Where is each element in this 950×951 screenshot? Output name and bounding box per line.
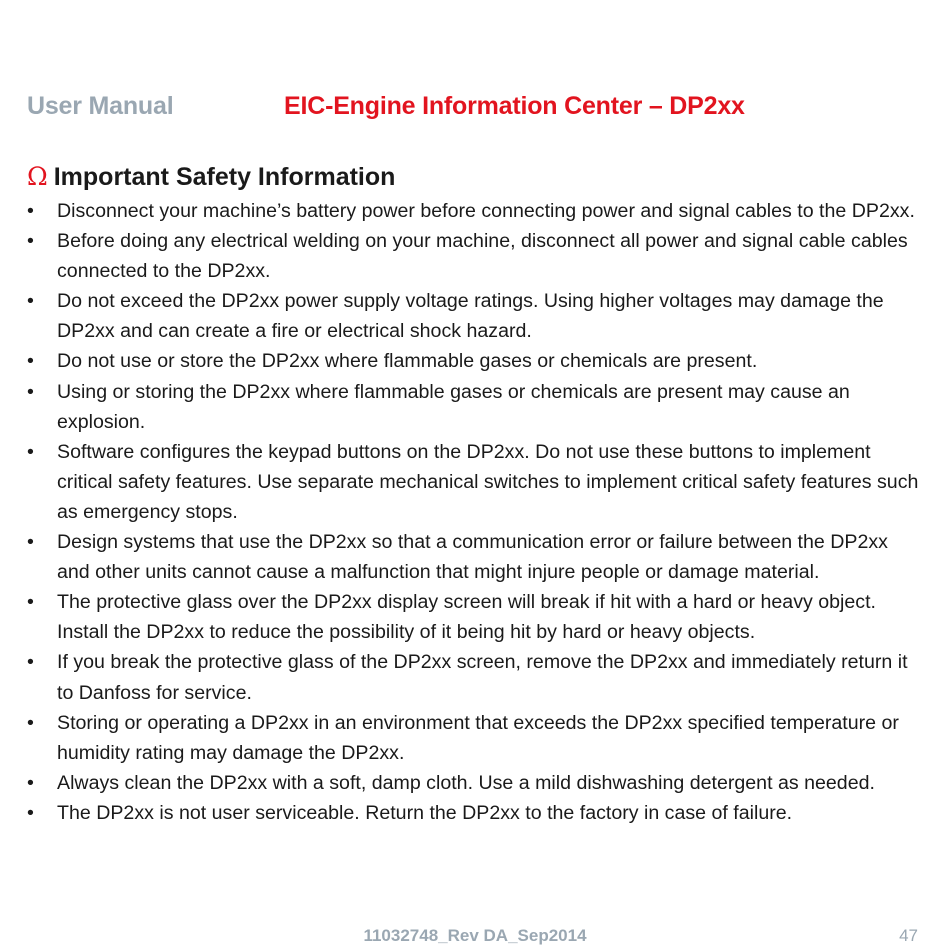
list-item: [27, 587, 923, 647]
list-item-text: Using or storing the DP2xx where flammable gases or chemicals are present may cause an explosion.: [57, 380, 850, 433]
list-item: [27, 196, 923, 226]
bullet-icon: •: [27, 230, 34, 253]
bullet-icon: •: [27, 591, 34, 614]
list-item: [27, 647, 923, 707]
bullet-icon: •: [27, 200, 34, 222]
section-heading: [27, 162, 395, 192]
safety-list: [27, 196, 923, 828]
list-item: [27, 226, 923, 286]
list-item-text: Always clean the DP2xx with a soft, damp cloth. Use a mild dishwashing detergent as needed.: [57, 771, 875, 794]
manual-label: User Manual: [27, 92, 174, 120]
list-item-text: The protective glass over the DP2xx display screen will break if hit with a hard or heavy object. Install the DP2xx to reduce the possibility of it being hit by hard or heavy objects.: [57, 591, 876, 644]
list-item-text: If you break the protective glass of the DP2xx screen, remove the DP2xx and immediately return it to Danfoss for service.: [57, 651, 908, 704]
section-title: Important Safety Information: [53, 163, 396, 191]
list-item: [27, 286, 923, 346]
bullet-icon: •: [27, 771, 34, 794]
list-item-text: Disconnect your machine’s battery power before connecting power and signal cables to the DP2xx.: [57, 200, 915, 222]
bullet-icon: •: [27, 380, 34, 403]
list-item: [27, 527, 923, 587]
list-item: [27, 798, 923, 828]
list-item: [27, 768, 923, 798]
bullet-icon: •: [27, 290, 34, 313]
bullet-icon: •: [27, 440, 34, 463]
list-item-text: Do not use or store the DP2xx where flammable gases or chemicals are present.: [57, 350, 758, 373]
list-item: [27, 346, 923, 376]
bullet-icon: •: [27, 651, 34, 674]
page-number: 47: [899, 926, 918, 945]
list-item: [27, 377, 923, 437]
document-code: 11032748_Rev DA_Sep2014: [363, 926, 587, 945]
list-item-text: Design systems that use the DP2xx so that a communication error or failure between the DP2xx and other units cannot cause a malfunction that might injure people or damage material.: [57, 531, 888, 584]
list-item: [27, 708, 923, 768]
list-item-text: Storing or operating a DP2xx in an environment that exceeds the DP2xx specified temperature or humidity rating may damage the DP2xx.: [57, 711, 899, 764]
list-item-text: Do not exceed the DP2xx power supply voltage ratings. Using higher voltages may damage the DP2xx and can create a fire or electrical shock hazard.: [57, 290, 884, 343]
bullet-icon: •: [27, 350, 34, 373]
list-item: [27, 437, 923, 527]
bullet-icon: •: [27, 801, 34, 824]
list-item-text: Software configures the keypad buttons on the DP2xx. Do not use these buttons to implement critical safety features. Use separate mechanical switches to implement critical safety features such as emergency stops.: [57, 440, 919, 523]
list-item-text: Before doing any electrical welding on your machine, disconnect all power and signal cable cables connected to the DP2xx.: [57, 230, 908, 283]
page-header: [27, 92, 930, 128]
list-item-text: The DP2xx is not user serviceable. Return the DP2xx to the factory in case of failure.: [57, 801, 793, 824]
omega-icon: Ω: [27, 162, 48, 191]
bullet-icon: •: [27, 531, 34, 554]
bullet-icon: •: [27, 711, 34, 734]
product-title: EIC-Engine Information Center – DP2xx: [284, 92, 745, 120]
